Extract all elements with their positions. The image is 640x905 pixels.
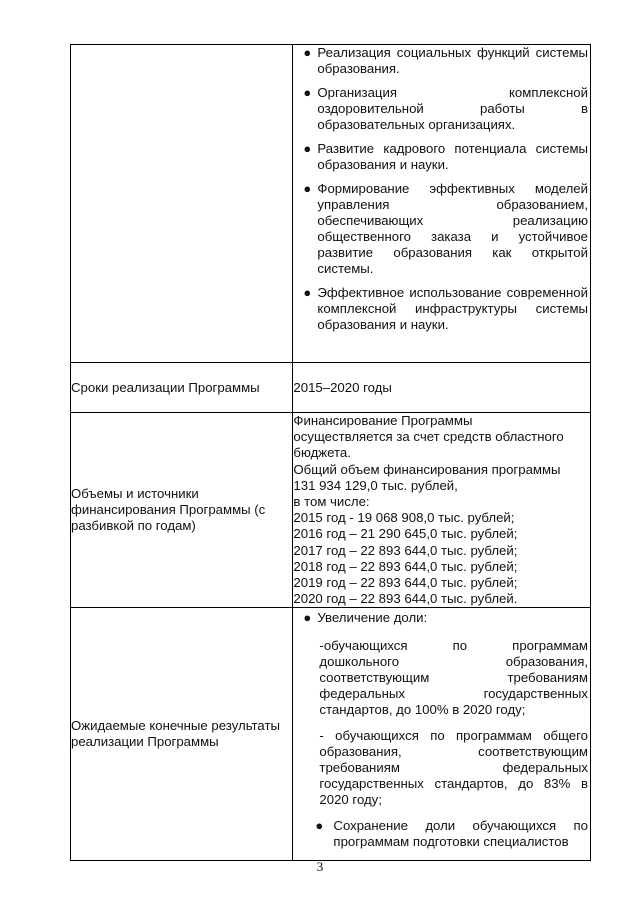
financing-line: 2015 год - 19 068 908,0 тыс. рублей; <box>293 510 515 526</box>
list-item <box>293 285 590 333</box>
results-list <box>293 818 590 850</box>
financing-line: 131 934 129,0 тыс. рублей, <box>293 477 458 493</box>
list-item <box>293 85 590 133</box>
row-label: Ожидаемые конечные результаты реализации Программы <box>71 608 293 861</box>
row-label: Объемы и источники финансирования Программы (с разбивкой по годам) <box>71 413 293 608</box>
bullet-icon: ● <box>303 285 312 300</box>
list-item <box>293 610 590 626</box>
row-label: Сроки реализации Программы <box>71 363 293 413</box>
list-item-text: Эффективное использование современной комплексной инфраструктуры системы образования и науки. <box>317 285 588 332</box>
bullet-icon: ● <box>303 85 312 100</box>
financing-line: 2017 год – 22 893 644,0 тыс. рублей; <box>293 542 518 558</box>
table-row <box>71 608 591 861</box>
row-value <box>293 45 591 363</box>
bullet-icon: ● <box>303 181 312 196</box>
financing-line: в том числе: <box>293 494 370 510</box>
list-item-text: Организация комплексной оздоровительной работы в образовательных организациях. <box>317 85 588 132</box>
list-item <box>293 45 590 77</box>
page-number: 3 <box>316 859 324 874</box>
bullet-icon: ● <box>315 818 324 834</box>
financing-line: 2018 год – 22 893 644,0 тыс. рублей; <box>293 558 518 574</box>
financing-line: Финансирование Программы <box>293 413 473 428</box>
table-row <box>71 45 591 363</box>
list-item-text: Увеличение доли: <box>317 610 428 626</box>
list-item-text: Сохранение доли обучающихся по программам подготовки специалистов <box>333 818 588 850</box>
list-item <box>293 818 590 850</box>
row-label <box>71 45 293 363</box>
row-value: 2015–2020 годы <box>293 363 591 413</box>
financing-line: 2020 год – 22 893 644,0 тыс. рублей. <box>293 591 518 607</box>
list-item-text: Формирование эффективных моделей управления образованием, обеспечивающих реализацию общественного заказа и устойчивое развитие образования как открытой системы. <box>317 181 588 276</box>
bullet-icon: ● <box>303 610 312 626</box>
list-item-text: Развитие кадрового потенциала системы образования и науки. <box>317 141 588 172</box>
bullet-icon: ● <box>303 45 312 60</box>
sub-item-text: - обучающихся по программам общего образования, соответствующим требованиям федеральных государственных стандартов, до 83% в 2020 году; <box>319 728 588 808</box>
bullet-icon: ● <box>303 141 312 156</box>
financing-block <box>293 413 591 608</box>
results-list <box>293 610 590 626</box>
financing-line: Общий объем финансирования программы <box>293 461 561 477</box>
financing-line: осуществляется за счет средств областного <box>293 429 564 445</box>
list-item-text: Реализация социальных функций системы образования. <box>317 45 588 76</box>
table-row <box>71 363 591 413</box>
list-item <box>293 181 590 277</box>
financing-line: 2016 год – 21 290 645,0 тыс. рублей; <box>293 526 518 542</box>
row-value <box>293 608 591 861</box>
financing-line: 2019 год – 22 893 644,0 тыс. рублей; <box>293 575 518 591</box>
passport-table <box>70 44 591 861</box>
goals-list <box>293 45 590 333</box>
table-row <box>71 413 591 608</box>
financing-line: бюджета. <box>293 445 351 461</box>
list-item <box>293 141 590 173</box>
sub-item-text: -обучающихся по программам дошкольного образования, соответствующим требованиям федеральных государственных стандартов, до 100% в 2020 году; <box>319 638 588 718</box>
